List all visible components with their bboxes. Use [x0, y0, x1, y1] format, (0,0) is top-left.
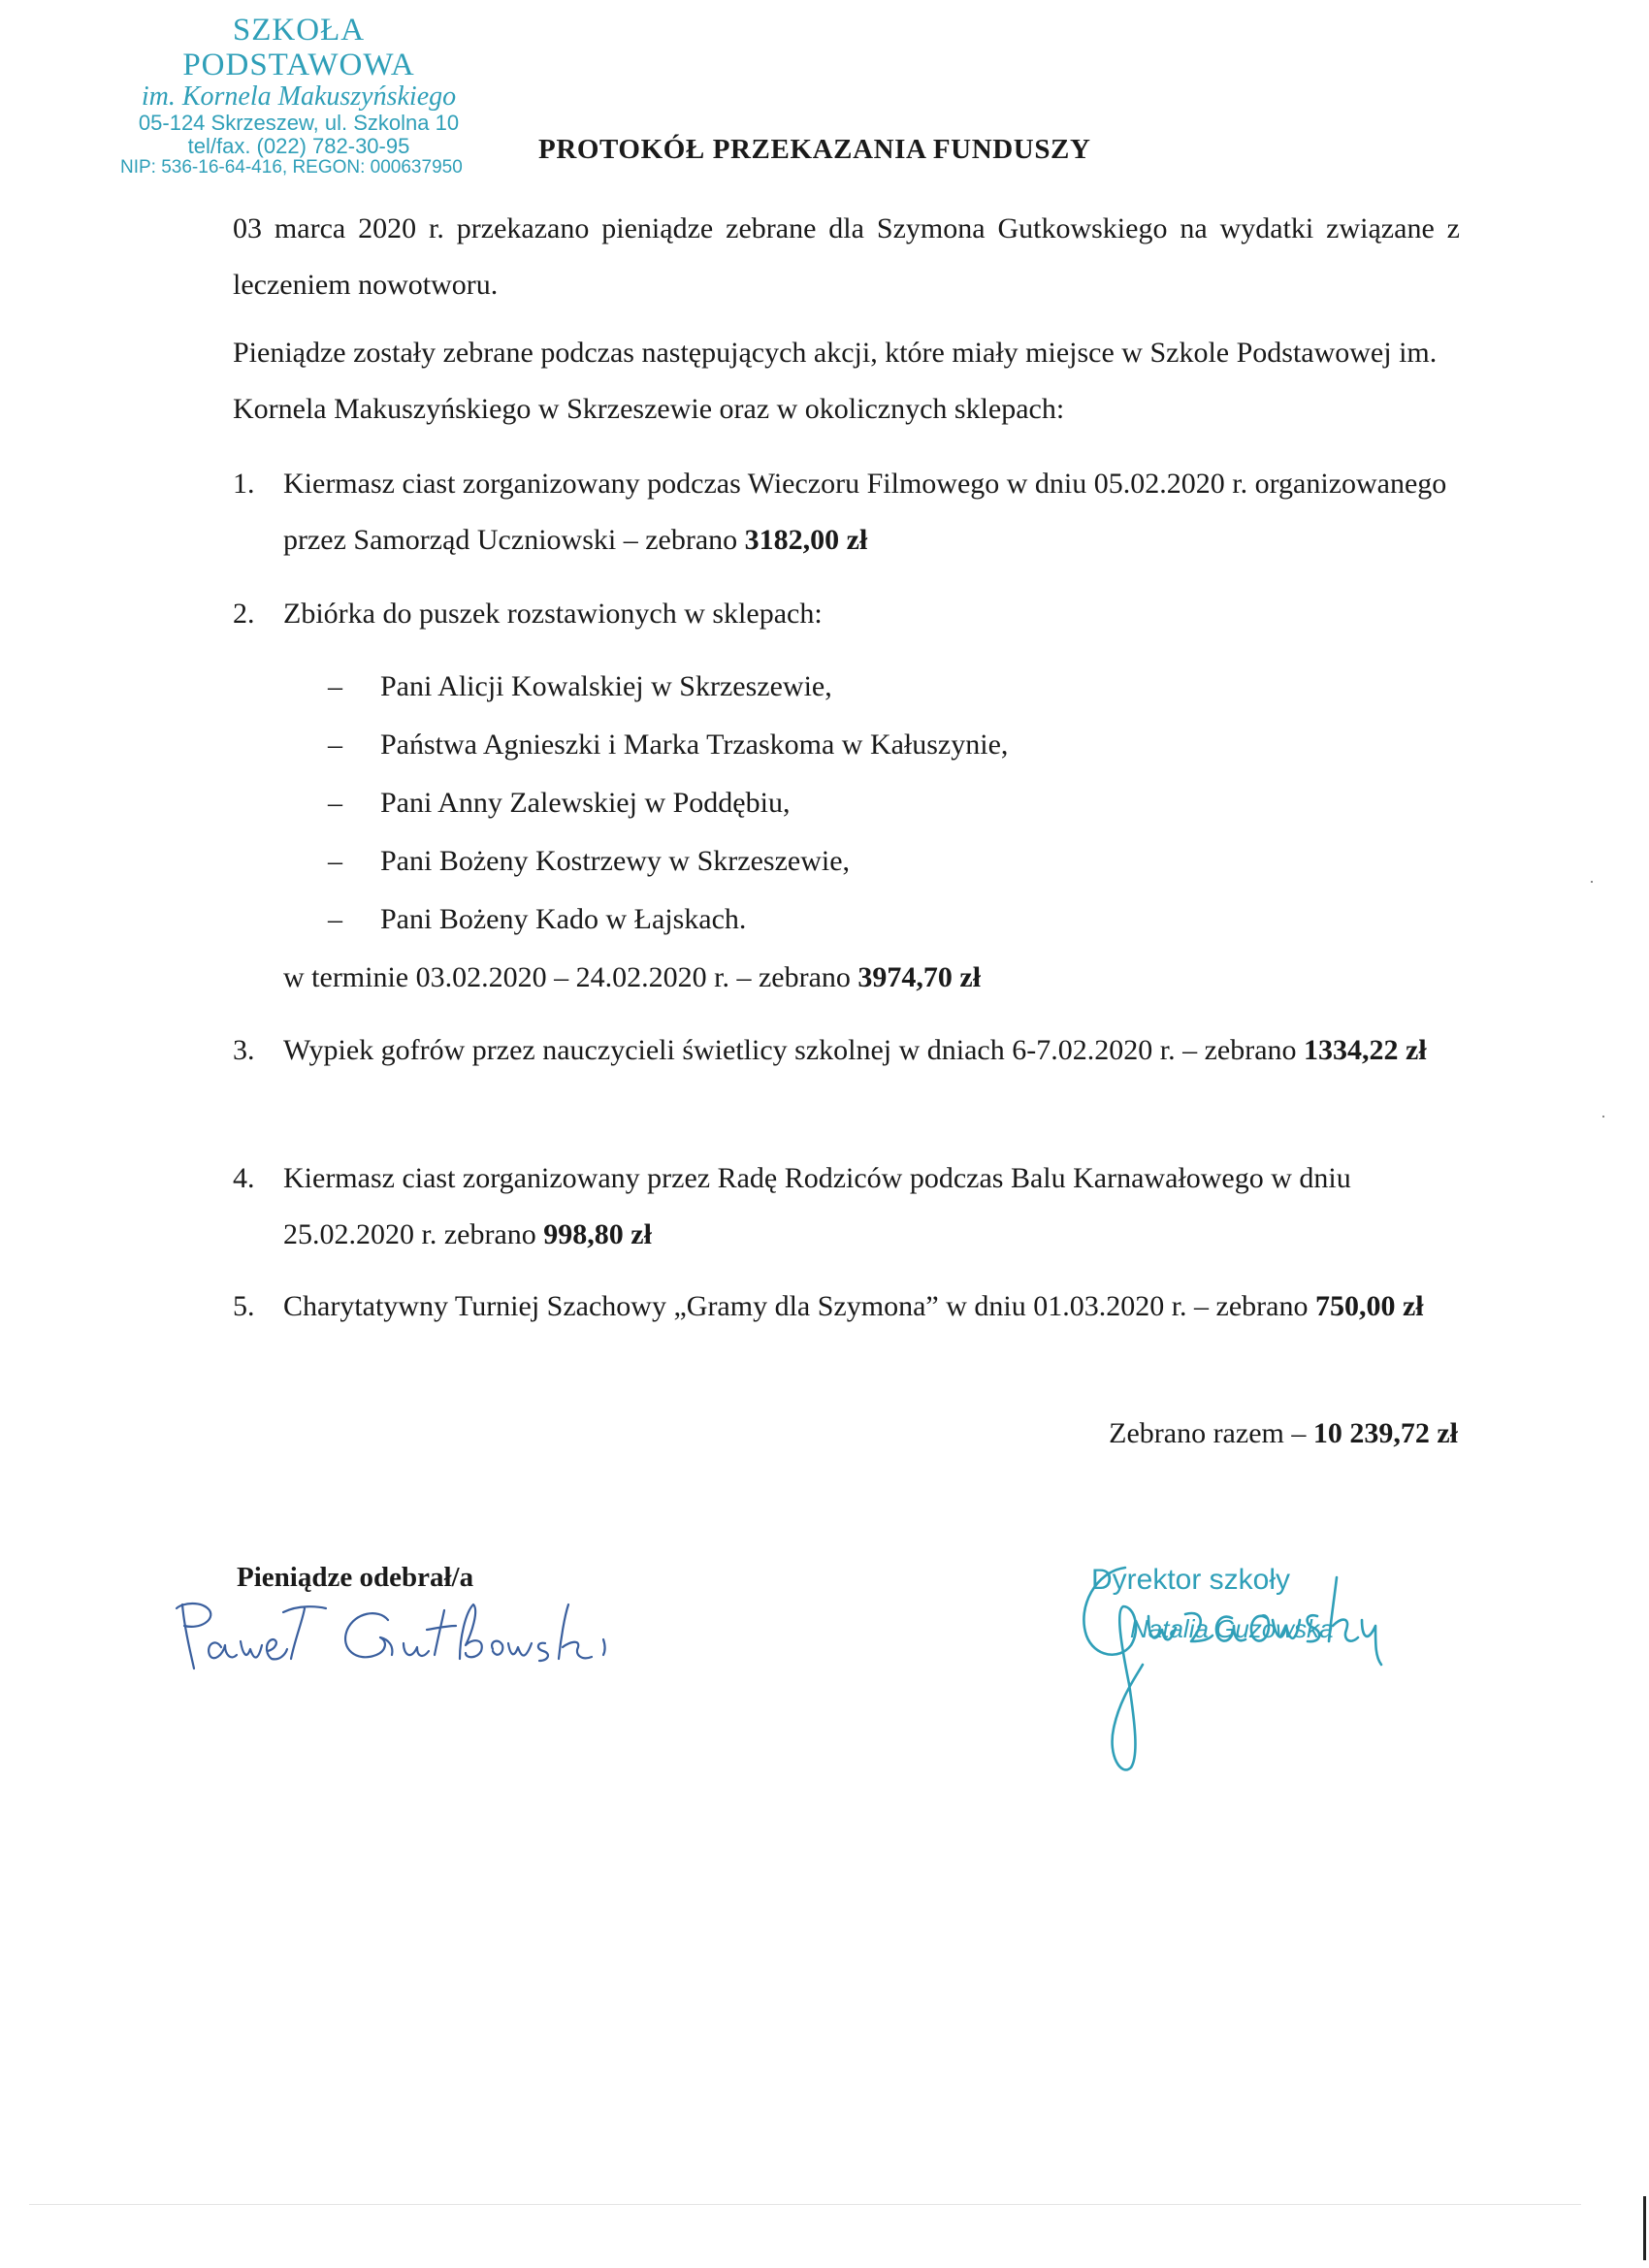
- term-amount: 3974,70 zł: [857, 961, 982, 993]
- list-item: [233, 456, 1460, 568]
- stamp-line-4: tel/fax. (022) 782-30-95: [187, 134, 410, 159]
- school-stamp: [114, 14, 483, 178]
- item-number: 3.: [233, 1034, 255, 1066]
- item-text: Kiermasz ciast zorganizowany podczas Wieczoru Filmowego w dniu 05.02.2020 r. organizowanego przez Samorząd Uczniowski – zebrano: [283, 468, 1447, 556]
- director-title: Dyrektor szkoły: [1091, 1564, 1291, 1596]
- list-item: [233, 586, 1460, 642]
- item-number: 4.: [233, 1162, 255, 1194]
- stamp-line-2: im. Kornela Makuszyńskiego: [141, 81, 457, 113]
- collection-term: [283, 958, 981, 997]
- received-by-label: Pieniądze odebrał/a: [237, 1562, 474, 1593]
- shop-item: [328, 842, 850, 881]
- director-stamp: [1091, 1564, 1334, 1643]
- scan-speck: [1591, 881, 1593, 883]
- scan-edge-mark: [1643, 2196, 1646, 2260]
- shop-name: Pani Bożeny Kado w Łajskach.: [380, 903, 747, 935]
- shop-item: [328, 667, 832, 706]
- dash-bullet: –: [328, 670, 342, 702]
- receiver-signature: [163, 1591, 706, 1698]
- scan-edge-line: [29, 2204, 1581, 2205]
- scan-speck: [1602, 1116, 1604, 1118]
- dash-bullet: –: [328, 845, 342, 877]
- shop-item: [328, 726, 1008, 764]
- list-item: [233, 1150, 1460, 1263]
- shop-item: [328, 900, 746, 939]
- dash-bullet: –: [328, 903, 342, 935]
- shop-name: Pani Alicji Kowalskiej w Skrzeszewie,: [380, 670, 832, 702]
- item-number: 1.: [233, 468, 255, 500]
- total-collected: [1109, 1414, 1458, 1453]
- shop-name: Państwa Agnieszki i Marka Trzaskoma w Kałuszynie,: [380, 729, 1009, 761]
- item-text: Charytatywny Turniej Szachowy „Gramy dla Szymona” w dniu 01.03.2020 r. – zebrano: [283, 1290, 1315, 1322]
- item-amount: 750,00 zł: [1314, 1290, 1424, 1322]
- item-text: Zbiórka do puszek rozstawionych w sklepach:: [283, 598, 823, 630]
- total-amount: 10 239,72 zł: [1312, 1417, 1458, 1449]
- shop-name: Pani Bożeny Kostrzewy w Skrzeszewie,: [380, 845, 851, 877]
- shop-name: Pani Anny Zalewskiej w Poddębiu,: [380, 787, 791, 819]
- director-name: Natalia Guzowska: [1130, 1613, 1334, 1643]
- document-title: PROTOKÓŁ PRZEKAZANIA FUNDUSZY: [538, 134, 1091, 165]
- intro-paragraph: 03 marca 2020 r. przekazano pieniądze zebrane dla Szymona Gutkowskiego na wydatki związane z leczeniem nowotworu.: [233, 212, 1460, 301]
- stamp-line-1: SZKOŁA PODSTAWOWA: [182, 13, 415, 82]
- item-number: 5.: [233, 1290, 255, 1322]
- term-text: w terminie 03.02.2020 – 24.02.2020 r. – zebrano: [283, 961, 858, 993]
- item-amount: 3182,00 zł: [744, 524, 868, 556]
- list-item: [233, 1022, 1460, 1079]
- item-amount: 998,80 zł: [543, 1218, 652, 1250]
- stamp-line-5: NIP: 536-16-64-416, REGON: 000637950: [120, 156, 463, 178]
- dash-bullet: –: [328, 787, 342, 819]
- item-text: Wypiek gofrów przez nauczycieli świetlicy szkolnej w dniach 6-7.02.2020 r. – zebrano: [283, 1034, 1305, 1066]
- item-amount: 1334,22 zł: [1304, 1034, 1427, 1066]
- item-number: 2.: [233, 598, 255, 630]
- stamp-line-3: 05-124 Skrzeszew, ul. Szkolna 10: [138, 111, 460, 136]
- collected-intro-paragraph: Pieniądze zostały zebrane podczas następujących akcji, które miały miejsce w Szkole Podstawowej im. Kornela Makuszyńskiego w Skrzeszewie oraz w okolicznych sklepach:: [233, 337, 1438, 425]
- shop-item: [328, 784, 790, 823]
- list-item: [233, 1279, 1460, 1335]
- dash-bullet: –: [328, 729, 342, 761]
- item-text: Kiermasz ciast zorganizowany przez Radę Rodziców podczas Balu Karnawałowego w dniu 25.02.2020 r. zebrano: [283, 1162, 1351, 1250]
- total-label: Zebrano razem –: [1109, 1417, 1313, 1449]
